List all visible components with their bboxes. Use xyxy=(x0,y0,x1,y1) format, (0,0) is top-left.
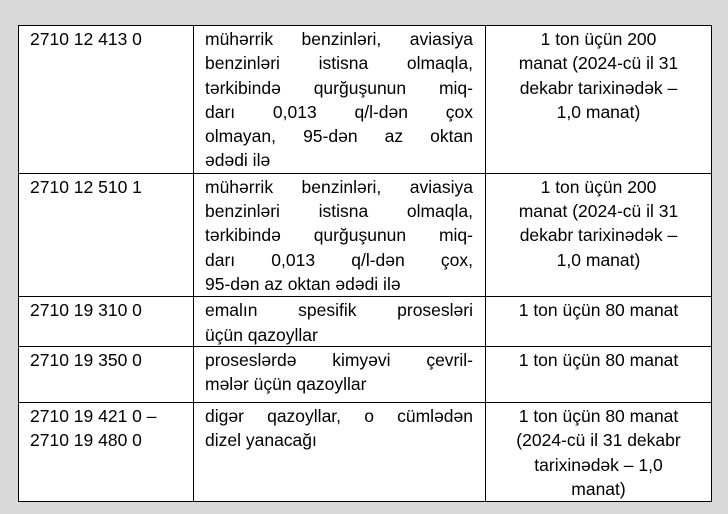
rate-line: (2024-cü il 31 dekabr xyxy=(516,430,681,451)
description-line: proseslərdə kimyəvi çevril- xyxy=(205,350,473,370)
rate-line: 1,0 manat) xyxy=(556,249,641,270)
product-code: 2710 12 413 0 xyxy=(30,29,142,49)
table-row xyxy=(19,403,712,502)
description-line: dizel yanacağı xyxy=(205,430,317,451)
tariff-table-top xyxy=(18,25,712,348)
description-line: darı 0,013 q/l-dən çox xyxy=(205,101,473,122)
product-code-cell xyxy=(19,297,194,348)
description-line: ədədi ilə xyxy=(205,150,271,171)
description-line: mələr üçün qazoyllar xyxy=(205,374,367,395)
description-cell xyxy=(194,26,486,174)
description-cell xyxy=(194,173,486,296)
description-line: tərkibində qurğuşunun miq- xyxy=(205,225,473,246)
rate-line: tarixinədək – 1,0 xyxy=(534,454,663,475)
description-line: 95-dən az oktan ədədi ilə xyxy=(205,273,401,294)
description-line: olmayan, 95-dən az oktan xyxy=(205,126,473,147)
product-code-cell xyxy=(19,173,194,296)
rate-line: dekabr tarixinədək – xyxy=(519,225,678,246)
description-line: darı 0,013 q/l-dən çox, xyxy=(205,249,473,270)
description-line: tərkibində qurğuşunun miq- xyxy=(205,77,473,98)
rate-line: manat) xyxy=(571,478,626,499)
rate-cell xyxy=(486,26,712,174)
description-line: benzinləri istisna olmaqla, xyxy=(205,53,473,74)
rate-line: 1 ton üçün 80 manat xyxy=(518,406,679,426)
description-cell xyxy=(194,403,486,502)
description-line: digər qazoyllar, o cümlədən xyxy=(205,406,473,426)
rate-line: dekabr tarixinədək – xyxy=(519,77,678,98)
rate-line: 1 ton üçün 200 xyxy=(540,176,657,197)
description-cell xyxy=(194,347,486,403)
table-row xyxy=(19,26,712,174)
rate-line: manat (2024-cü il 31 xyxy=(518,53,679,74)
description-line: emalın spesifik prosesləri xyxy=(205,300,473,321)
description-line: mühərrik benzinləri, aviasiya xyxy=(205,29,473,49)
product-code: 2710 19 480 0 xyxy=(30,430,142,451)
table-row xyxy=(19,173,712,296)
product-code: 2710 12 510 1 xyxy=(30,176,142,197)
table-row xyxy=(19,297,712,348)
tariff-table-bottom xyxy=(18,346,712,502)
rate-line: 1,0 manat) xyxy=(556,101,641,122)
rate-line: 1 ton üçün 200 xyxy=(540,29,657,49)
table-row xyxy=(19,347,712,403)
product-code: 2710 19 421 0 – xyxy=(30,406,157,426)
product-code-cell xyxy=(19,347,194,403)
product-code-cell xyxy=(19,403,194,502)
rate-cell xyxy=(486,403,712,502)
rate-cell xyxy=(486,297,712,348)
description-line: üçün qazoyllar xyxy=(205,324,318,345)
product-code-cell xyxy=(19,26,194,174)
rate-cell xyxy=(486,173,712,296)
description-line: benzinləri istisna olmaqla, xyxy=(205,201,473,222)
product-code: 2710 19 310 0 xyxy=(30,300,142,321)
description-line: mühərrik benzinləri, aviasiya xyxy=(205,176,473,197)
rate-line: 1 ton üçün 80 manat xyxy=(518,350,679,370)
rate-line: 1 ton üçün 80 manat xyxy=(518,300,679,321)
product-code: 2710 19 350 0 xyxy=(30,350,142,370)
rate-line: manat (2024-cü il 31 xyxy=(518,201,679,222)
description-cell xyxy=(194,297,486,348)
rate-cell xyxy=(486,347,712,403)
